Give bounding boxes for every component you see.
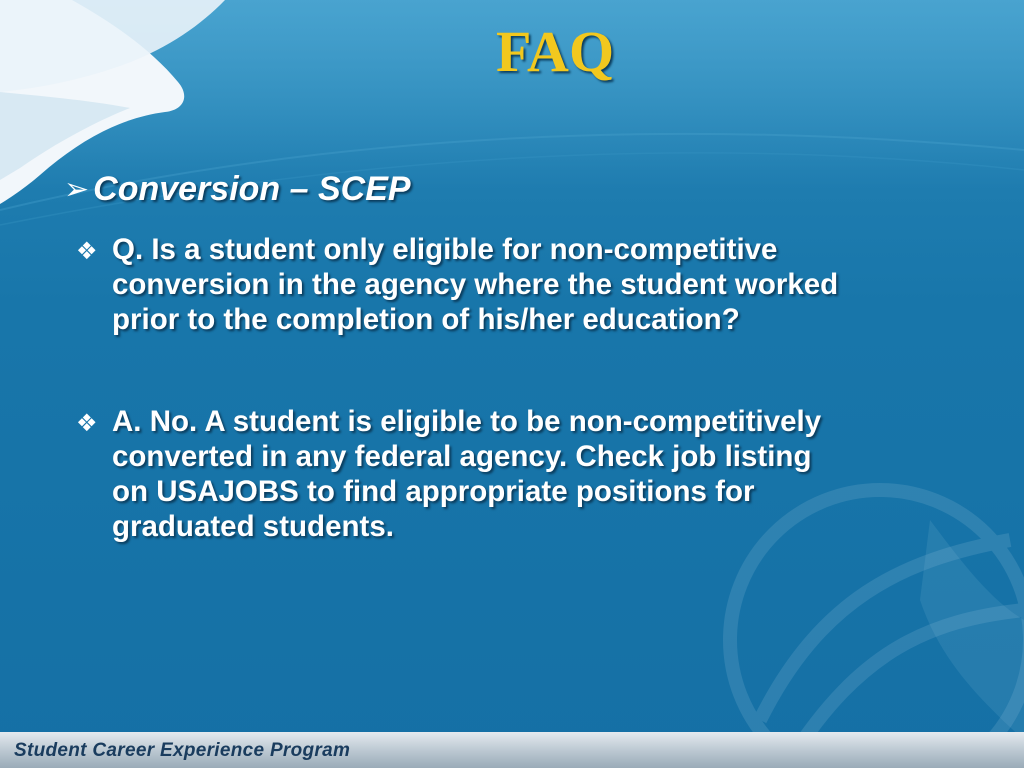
question-text: Q. Is a student only eligible for non-competitive conversion in the agency where the student worked prior to the completion of his/her education? [112, 233, 839, 336]
footer-program-name: Student Career Experience Program [14, 740, 351, 761]
diamond-bullet-icon: ❖ [76, 409, 98, 437]
answer-text: A. No. A student is eligible to be non-competitively converted in any federal agency. Check job listing on USAJOBS to find appropriate positions for graduated students. [112, 405, 822, 543]
section-heading-row [64, 170, 411, 209]
arrow-bullet-icon: ➢ [64, 171, 90, 207]
diamond-bullet-icon: ❖ [76, 237, 98, 265]
slide-title: FAQ [495, 19, 615, 84]
section-heading: Conversion – SCEP [93, 170, 411, 208]
answer-item [76, 404, 976, 544]
question-item [76, 232, 976, 337]
